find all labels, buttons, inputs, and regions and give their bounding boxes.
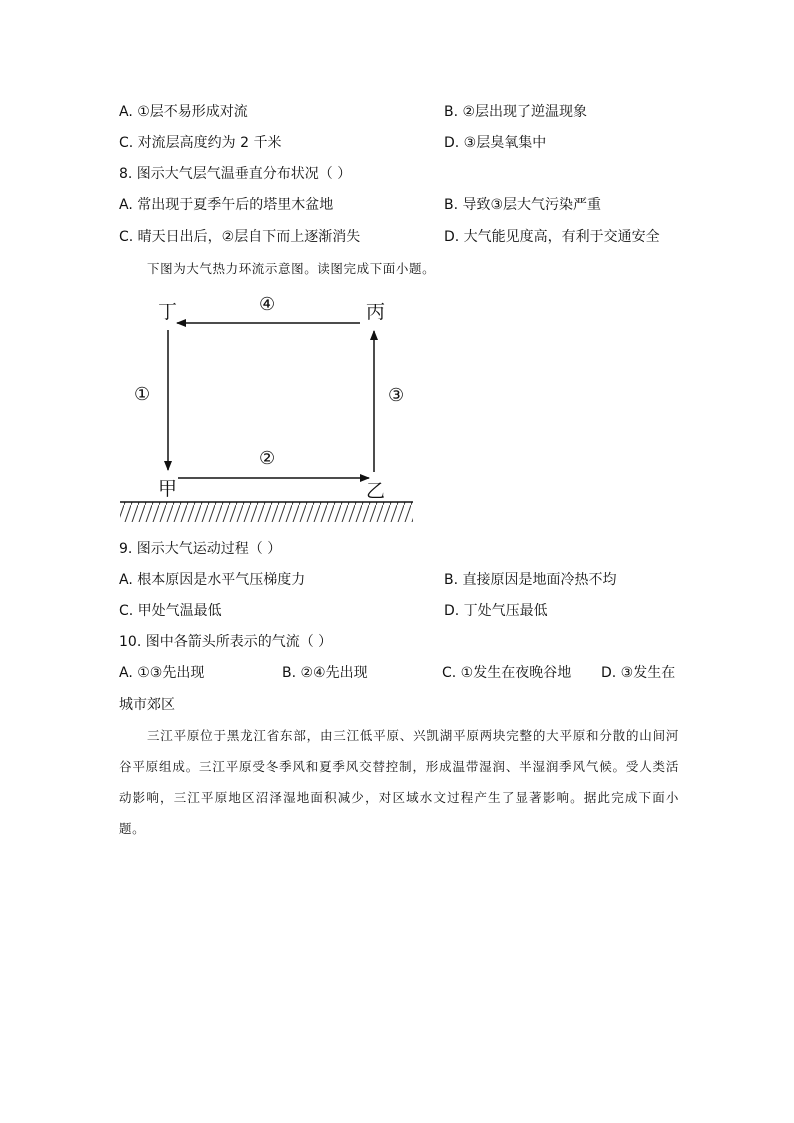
q10-stem: 10. 图中各箭头所表示的气流（ ） [119, 634, 333, 650]
q8-option-d: D. 大气能见度高，有利于交通安全 [444, 229, 660, 245]
q10-option-d: D. ③发生在 [601, 665, 676, 681]
q9-option-c: C. 甲处气温最低 [119, 603, 222, 619]
q9-option-a: A. 根本原因是水平气压梯度力 [119, 572, 306, 588]
q10-option-c: C. ①发生在夜晚谷地 [442, 665, 572, 681]
point-ding-label: 丁 [158, 301, 178, 323]
arrow-2-label: ② [259, 448, 276, 469]
ground-hatch [120, 502, 413, 522]
q10-option-a: A. ①③先出现 [119, 665, 205, 681]
q7-option-d: D. ③层臭氧集中 [444, 135, 547, 151]
thermal-circulation-diagram [110, 285, 430, 525]
diagram-intro: 下图为大气热力环流示意图。读图完成下面小题。 [147, 261, 436, 276]
point-jia-label: 甲 [158, 478, 178, 500]
q8-option-c: C. 晴天日出后，②层自下而上逐渐消失 [119, 229, 361, 245]
arrow-1-label: ① [134, 384, 151, 405]
q9-option-b: B. 直接原因是地面冷热不均 [444, 572, 617, 588]
q7-option-b: B. ②层出现了逆温现象 [444, 104, 588, 120]
q10-option-b: B. ②④先出现 [282, 665, 368, 681]
q9-option-d: D. 丁处气压最低 [444, 603, 548, 619]
arrow-4-label: ④ [259, 294, 276, 315]
q8-option-b: B. 导致③层大气污染严重 [444, 197, 602, 213]
q7-option-a: A. ①层不易形成对流 [119, 104, 248, 120]
passage-sanjiang-plain: 三江平原位于黑龙江省东部，由三江低平原、兴凯湖平原两块完整的大平原和分散的山间河谷平原组成。三江平原受冬季风和夏季风交替控制，形成温带湿润、半湿润季风气候。受人类活动影响，三江平原地区沼泽湿地面积减少，对区域水文过程产生了显著影响。据此完成下面小题。 [119, 728, 679, 836]
arrow-3-label: ③ [388, 385, 405, 406]
q8-stem: 8. 图示大气层气温垂直分布状况（ ） [119, 166, 352, 182]
point-bing-label: 丙 [366, 301, 386, 323]
point-yi-label: 乙 [366, 480, 386, 502]
q7-option-c: C. 对流层高度约为 2 千米 [119, 135, 282, 151]
q10-option-d-continued: 城市郊区 [119, 697, 175, 713]
q8-option-a: A. 常出现于夏季午后的塔里木盆地 [119, 197, 334, 213]
q9-stem: 9. 图示大气运动过程（ ） [119, 541, 282, 557]
